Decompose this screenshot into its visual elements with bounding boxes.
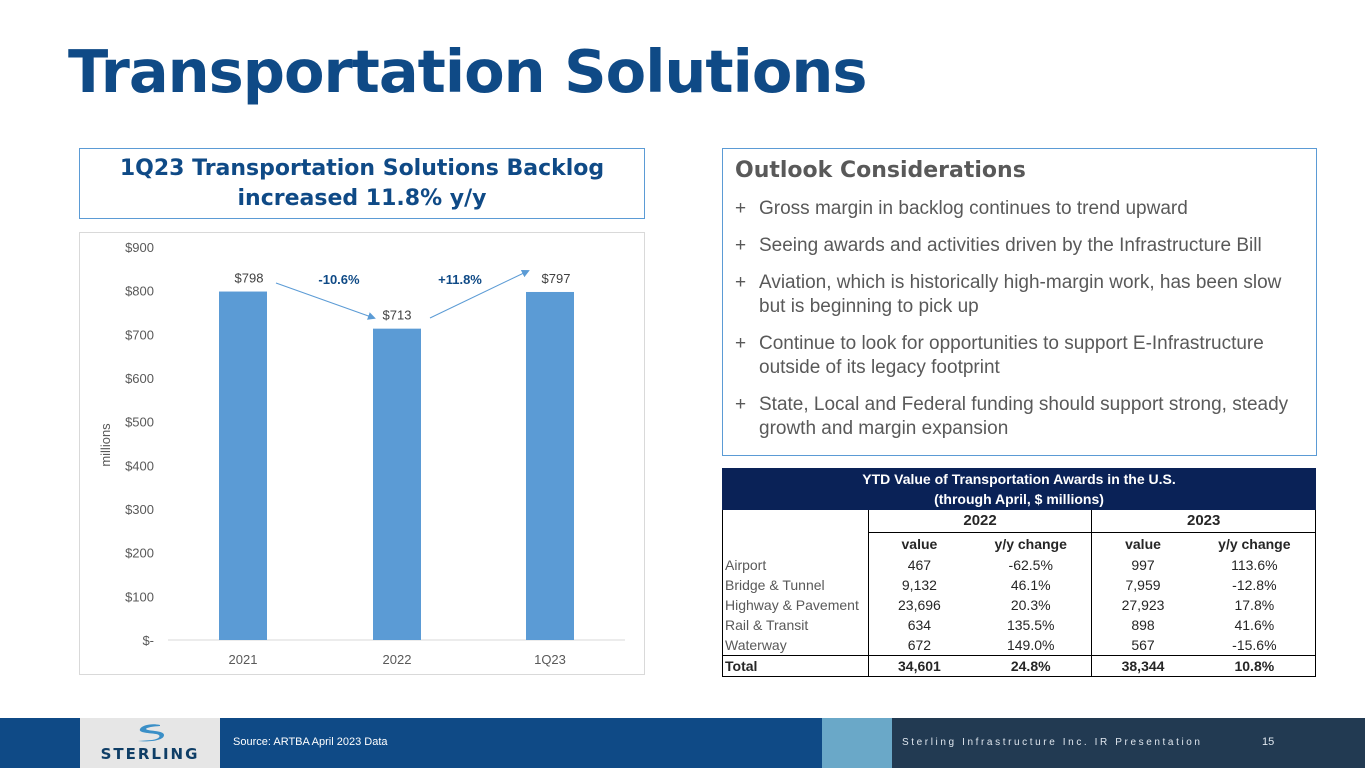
y-tick-label: $600 xyxy=(125,371,154,386)
outlook-item xyxy=(735,393,1306,441)
sterling-swoosh-icon xyxy=(130,723,170,743)
cell-change: 46.1% xyxy=(970,575,1092,595)
y-tick-label: $700 xyxy=(125,327,154,343)
plus-icon: + xyxy=(735,333,747,354)
change-arrow-1 xyxy=(276,283,374,318)
cell-value: 567 xyxy=(1131,637,1155,653)
x-tick-label: 1Q23 xyxy=(534,652,566,667)
cell-change: 135.5% xyxy=(970,615,1092,635)
awards-title-line-2: (through April, $ millions) xyxy=(934,491,1104,507)
page-number: 15 xyxy=(1262,736,1275,748)
outlook-item xyxy=(735,332,1306,380)
awards-table-title xyxy=(723,469,1316,510)
year-header-row xyxy=(723,510,1316,533)
cell-change: 24.8% xyxy=(970,656,1092,677)
footer-accent-band xyxy=(822,718,892,768)
outlook-item-text: Continue to look for opportunities to support E-Infrastructure outside of its legacy footprint xyxy=(759,333,1264,378)
cell-value: 23,696 xyxy=(898,597,941,613)
column-header-row xyxy=(723,533,1316,556)
bar-1q23 xyxy=(526,292,574,640)
backlog-line-1: 1Q23 Transportation Solutions Backlog xyxy=(119,155,605,181)
backlog-callout xyxy=(79,148,645,219)
logo-wordmark: STERLING xyxy=(100,745,200,763)
total-row xyxy=(723,656,1316,677)
y-tick-label: $300 xyxy=(125,502,154,517)
awards-table-header xyxy=(723,469,1316,510)
cell-value: 9,132 xyxy=(901,577,937,593)
outlook-item-text: Seeing awards and activities driven by the Infrastructure Bill xyxy=(759,235,1262,256)
presentation-name: Sterling Infrastructure Inc. IR Presentation xyxy=(902,737,1203,748)
cell-value: 997 xyxy=(1131,557,1155,573)
data-label: $797 xyxy=(541,270,571,286)
table-row xyxy=(723,595,1316,615)
outlook-item-text: Aviation, which is historically high-margin work, has been slow but is beginning to pick up xyxy=(759,272,1282,317)
cell-value: 467 xyxy=(907,557,932,573)
cell-change: -15.6% xyxy=(1194,635,1316,656)
outlook-considerations xyxy=(722,148,1317,456)
cell-value: 27,923 xyxy=(1121,597,1165,613)
cell-value: 672 xyxy=(907,637,932,653)
sterling-logo xyxy=(80,718,220,768)
column-header: value xyxy=(1125,536,1161,552)
backlog-chart xyxy=(79,232,645,675)
column-header: y/y change xyxy=(1194,533,1316,556)
plus-icon: + xyxy=(735,272,747,293)
cell-change: -62.5% xyxy=(970,555,1092,575)
cell-value: 634 xyxy=(907,617,932,633)
footer xyxy=(0,718,1365,768)
table-row xyxy=(723,615,1316,635)
data-label: $713 xyxy=(382,307,412,323)
table-row xyxy=(723,555,1316,575)
y-tick-label: $100 xyxy=(125,589,154,605)
annotation-increase: +11.8% xyxy=(438,272,482,287)
table-row xyxy=(723,635,1316,656)
annotation-decline: -10.6% xyxy=(318,272,360,287)
y-axis-title: millions xyxy=(98,423,113,467)
outlook-item-text: Gross margin in backlog continues to trend upward xyxy=(759,198,1188,219)
table-row xyxy=(723,575,1316,595)
cell-value: 898 xyxy=(1131,617,1155,633)
outlook-item-text: State, Local and Federal funding should support strong, steady growth and margin expansion xyxy=(759,394,1289,439)
cell-change: 17.8% xyxy=(1194,595,1316,615)
outlook-item xyxy=(735,234,1306,258)
column-header: value xyxy=(901,536,938,552)
row-label: Rail & Transit xyxy=(723,615,869,635)
y-tick-label: $200 xyxy=(125,545,154,561)
cell-value: 7,959 xyxy=(1125,577,1161,593)
backlog-bar-chart xyxy=(80,233,646,676)
plus-icon: + xyxy=(735,198,747,219)
y-tick-label: $500 xyxy=(125,414,154,430)
row-label: Bridge & Tunnel xyxy=(723,575,869,595)
outlook-item xyxy=(735,271,1306,319)
bar-2021 xyxy=(219,292,267,640)
cell-value: 38,344 xyxy=(1092,656,1194,677)
cell-change: -12.8% xyxy=(1194,575,1316,595)
x-tick-label: 2021 xyxy=(228,652,258,667)
y-tick-label: $800 xyxy=(125,283,154,299)
source-note: Source: ARTBA April 2023 Data xyxy=(233,736,388,748)
cell-change: 149.0% xyxy=(970,635,1092,656)
row-label: Highway & Pavement xyxy=(723,595,869,615)
year-header: 2023 xyxy=(1092,510,1316,533)
column-header: y/y change xyxy=(970,533,1092,556)
y-tick-label: $- xyxy=(142,633,154,648)
cell-change: 41.6% xyxy=(1194,615,1316,635)
awards-title-line-1: YTD Value of Transportation Awards in the U.S. xyxy=(862,471,1176,487)
y-tick-label: $900 xyxy=(125,240,154,255)
row-label: Airport xyxy=(723,555,869,575)
cell-value: 34,601 xyxy=(868,656,970,677)
row-label: Waterway xyxy=(723,635,869,656)
outlook-title: Outlook Considerations xyxy=(735,158,1026,183)
cell-change: 10.8% xyxy=(1194,656,1316,677)
data-label: $798 xyxy=(234,270,264,286)
awards-table xyxy=(722,468,1316,677)
x-tick-label: 2022 xyxy=(382,652,412,667)
year-header: 2022 xyxy=(868,510,1092,533)
outlook-item xyxy=(735,197,1306,221)
page-title: Transportation Solutions xyxy=(68,37,867,106)
row-label: Total xyxy=(723,656,869,677)
y-tick-label: $400 xyxy=(125,458,154,474)
plus-icon: + xyxy=(735,235,747,256)
cell-change: 20.3% xyxy=(970,595,1092,615)
plus-icon: + xyxy=(735,394,747,415)
bar-2022 xyxy=(373,329,421,640)
cell-change: 113.6% xyxy=(1194,555,1316,575)
backlog-line-2: increased 11.8% y/y xyxy=(237,185,487,211)
outlook-list xyxy=(735,197,1306,441)
